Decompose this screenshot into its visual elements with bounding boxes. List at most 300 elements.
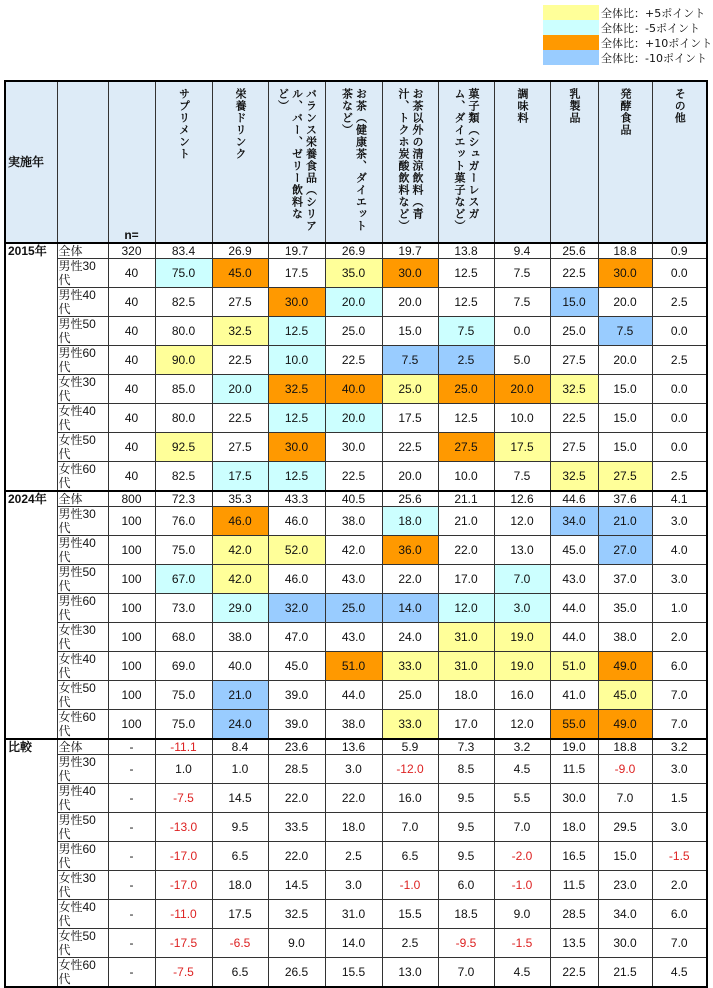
value-cell: 49.0 bbox=[598, 710, 652, 740]
segment-label: 女性60代 bbox=[57, 462, 108, 492]
value-cell: 24.0 bbox=[212, 710, 268, 740]
value-cell: 34.0 bbox=[550, 507, 598, 536]
value-cell: 6.0 bbox=[652, 900, 707, 929]
column-header bbox=[550, 81, 598, 243]
table-row bbox=[5, 404, 707, 433]
value-cell: 0.0 bbox=[652, 317, 707, 346]
value-cell: 8.4 bbox=[212, 739, 268, 755]
value-cell: 10.0 bbox=[268, 346, 325, 375]
segment-label: 男性60代 bbox=[57, 594, 108, 623]
value-cell: 34.0 bbox=[598, 900, 652, 929]
column-header-label: 菓子類（シュガーレスガム、ダイエット菓子など） bbox=[453, 88, 479, 232]
value-cell: 10.0 bbox=[494, 404, 550, 433]
value-cell: 22.5 bbox=[212, 404, 268, 433]
table-row bbox=[5, 346, 707, 375]
value-cell: 28.5 bbox=[550, 900, 598, 929]
value-cell: 44.0 bbox=[325, 681, 382, 710]
value-cell: 6.0 bbox=[438, 871, 494, 900]
segment-label: 女性30代 bbox=[57, 871, 108, 900]
value-cell: -17.0 bbox=[155, 871, 212, 900]
value-cell: 22.5 bbox=[382, 433, 438, 462]
value-cell: -11.0 bbox=[155, 900, 212, 929]
value-cell: 12.5 bbox=[268, 404, 325, 433]
value-cell: -17.0 bbox=[155, 842, 212, 871]
value-cell: 15.0 bbox=[382, 317, 438, 346]
value-cell: 0.0 bbox=[494, 317, 550, 346]
sample-size: 100 bbox=[108, 594, 155, 623]
value-cell: 20.0 bbox=[325, 288, 382, 317]
value-cell: 25.6 bbox=[382, 491, 438, 507]
legend-swatch bbox=[543, 50, 599, 65]
value-cell: 16.0 bbox=[494, 681, 550, 710]
value-cell: 82.5 bbox=[155, 462, 212, 492]
value-cell: 20.0 bbox=[598, 288, 652, 317]
value-cell: 75.0 bbox=[155, 710, 212, 740]
value-cell: 12.5 bbox=[438, 259, 494, 288]
value-cell: 11.5 bbox=[550, 755, 598, 784]
column-header-label: サプリメント bbox=[177, 88, 190, 160]
legend-label: 全体比：+10ポイント bbox=[601, 36, 713, 50]
value-cell: 73.0 bbox=[155, 594, 212, 623]
value-cell: 31.0 bbox=[325, 900, 382, 929]
segment-label: 男性60代 bbox=[57, 346, 108, 375]
value-cell: 22.5 bbox=[325, 462, 382, 492]
value-cell: 6.0 bbox=[652, 652, 707, 681]
segment-label: 女性50代 bbox=[57, 681, 108, 710]
legend-item bbox=[543, 50, 712, 65]
value-cell: 7.0 bbox=[652, 710, 707, 740]
value-cell: 40.0 bbox=[212, 652, 268, 681]
segment-label: 女性40代 bbox=[57, 900, 108, 929]
table-row bbox=[5, 813, 707, 842]
table-row bbox=[5, 929, 707, 958]
sample-size: 100 bbox=[108, 652, 155, 681]
value-cell: 45.0 bbox=[268, 652, 325, 681]
value-cell: 33.5 bbox=[268, 813, 325, 842]
value-cell: 26.9 bbox=[325, 243, 382, 259]
segment-label: 男性60代 bbox=[57, 842, 108, 871]
value-cell: 3.0 bbox=[494, 594, 550, 623]
value-cell: 75.0 bbox=[155, 681, 212, 710]
table-row bbox=[5, 958, 707, 988]
table-row bbox=[5, 375, 707, 404]
table-row bbox=[5, 259, 707, 288]
value-cell: 4.5 bbox=[494, 958, 550, 988]
value-cell: 21.5 bbox=[598, 958, 652, 988]
value-cell: 7.0 bbox=[652, 681, 707, 710]
table-row bbox=[5, 491, 707, 507]
table-row bbox=[5, 317, 707, 346]
value-cell: 22.5 bbox=[325, 346, 382, 375]
value-cell: 12.5 bbox=[268, 462, 325, 492]
sample-size: - bbox=[108, 958, 155, 988]
value-cell: 46.0 bbox=[268, 507, 325, 536]
value-cell: 43.3 bbox=[268, 491, 325, 507]
value-cell: 2.5 bbox=[382, 929, 438, 958]
value-cell: 3.2 bbox=[652, 739, 707, 755]
value-cell: 35.0 bbox=[598, 594, 652, 623]
sample-size: 320 bbox=[108, 243, 155, 259]
column-header bbox=[598, 81, 652, 243]
table-row bbox=[5, 243, 707, 259]
value-cell: 21.0 bbox=[438, 507, 494, 536]
value-cell: 22.0 bbox=[268, 784, 325, 813]
value-cell: 25.0 bbox=[382, 681, 438, 710]
value-cell: -1.0 bbox=[494, 871, 550, 900]
sample-size: 100 bbox=[108, 623, 155, 652]
value-cell: 22.0 bbox=[382, 565, 438, 594]
value-cell: 80.0 bbox=[155, 317, 212, 346]
value-cell: 47.0 bbox=[268, 623, 325, 652]
segment-label: 女性30代 bbox=[57, 375, 108, 404]
value-cell: 51.0 bbox=[550, 652, 598, 681]
value-cell: 22.5 bbox=[550, 958, 598, 988]
value-cell: 25.6 bbox=[550, 243, 598, 259]
sample-size: 40 bbox=[108, 433, 155, 462]
column-header bbox=[268, 81, 325, 243]
segment-label: 男性50代 bbox=[57, 565, 108, 594]
table-row bbox=[5, 871, 707, 900]
segment-label: 男性30代 bbox=[57, 755, 108, 784]
value-cell: 22.5 bbox=[550, 259, 598, 288]
value-cell: 2.5 bbox=[438, 346, 494, 375]
value-cell: 21.0 bbox=[212, 681, 268, 710]
value-cell: 72.3 bbox=[155, 491, 212, 507]
value-cell: 14.0 bbox=[382, 594, 438, 623]
value-cell: 20.0 bbox=[494, 375, 550, 404]
segment-label: 女性50代 bbox=[57, 433, 108, 462]
table-row bbox=[5, 594, 707, 623]
value-cell: -2.0 bbox=[494, 842, 550, 871]
value-cell: 42.0 bbox=[325, 536, 382, 565]
segment-label: 女性30代 bbox=[57, 623, 108, 652]
header-row bbox=[5, 81, 707, 243]
value-cell: 30.0 bbox=[598, 259, 652, 288]
value-cell: 5.9 bbox=[382, 739, 438, 755]
table-row bbox=[5, 565, 707, 594]
value-cell: 27.5 bbox=[598, 462, 652, 492]
value-cell: 3.0 bbox=[325, 755, 382, 784]
segment-label: 男性40代 bbox=[57, 288, 108, 317]
value-cell: 12.5 bbox=[438, 404, 494, 433]
table-row bbox=[5, 507, 707, 536]
value-cell: 7.0 bbox=[438, 958, 494, 988]
value-cell: 15.0 bbox=[598, 375, 652, 404]
value-cell: 18.8 bbox=[598, 243, 652, 259]
value-cell: 20.0 bbox=[325, 404, 382, 433]
column-header-label: お茶（健康茶、ダイエット茶など） bbox=[340, 88, 367, 232]
value-cell: 1.0 bbox=[212, 755, 268, 784]
column-header-label: 栄養ドリンク bbox=[234, 88, 246, 160]
value-cell: 33.0 bbox=[382, 652, 438, 681]
sample-size: 40 bbox=[108, 288, 155, 317]
value-cell: -1.5 bbox=[652, 842, 707, 871]
value-cell: -9.0 bbox=[598, 755, 652, 784]
value-cell: 42.0 bbox=[212, 536, 268, 565]
value-cell: 9.5 bbox=[438, 813, 494, 842]
table-row bbox=[5, 784, 707, 813]
value-cell: 7.5 bbox=[494, 462, 550, 492]
value-cell: -12.0 bbox=[382, 755, 438, 784]
value-cell: 82.5 bbox=[155, 288, 212, 317]
value-cell: 12.0 bbox=[438, 594, 494, 623]
value-cell: 18.0 bbox=[212, 871, 268, 900]
value-cell: 22.5 bbox=[550, 404, 598, 433]
value-cell: 36.0 bbox=[382, 536, 438, 565]
value-cell: 31.0 bbox=[438, 652, 494, 681]
column-header bbox=[325, 81, 382, 243]
value-cell: 44.6 bbox=[550, 491, 598, 507]
value-cell: 2.0 bbox=[652, 623, 707, 652]
value-cell: -7.5 bbox=[155, 958, 212, 988]
column-header bbox=[155, 81, 212, 243]
legend-label: 全体比：+5ポイント bbox=[601, 6, 706, 20]
value-cell: 75.0 bbox=[155, 259, 212, 288]
value-cell: 69.0 bbox=[155, 652, 212, 681]
value-cell: 22.0 bbox=[438, 536, 494, 565]
value-cell: 25.0 bbox=[325, 317, 382, 346]
value-cell: 1.5 bbox=[652, 784, 707, 813]
sample-size: - bbox=[108, 813, 155, 842]
value-cell: 13.0 bbox=[494, 536, 550, 565]
segment-label: 女性50代 bbox=[57, 929, 108, 958]
column-header bbox=[494, 81, 550, 243]
value-cell: 18.0 bbox=[550, 813, 598, 842]
value-cell: 1.0 bbox=[155, 755, 212, 784]
value-cell: -11.1 bbox=[155, 739, 212, 755]
value-cell: 1.0 bbox=[652, 594, 707, 623]
value-cell: 38.0 bbox=[212, 623, 268, 652]
value-cell: 46.0 bbox=[268, 565, 325, 594]
value-cell: 45.0 bbox=[550, 536, 598, 565]
value-cell: 4.5 bbox=[494, 755, 550, 784]
column-header bbox=[212, 81, 268, 243]
value-cell: 3.0 bbox=[325, 871, 382, 900]
sample-size: - bbox=[108, 871, 155, 900]
value-cell: 32.0 bbox=[268, 594, 325, 623]
value-cell: 19.7 bbox=[382, 243, 438, 259]
table-row bbox=[5, 536, 707, 565]
table-row bbox=[5, 462, 707, 492]
value-cell: 20.0 bbox=[382, 462, 438, 492]
segment-label: 全体 bbox=[57, 739, 108, 755]
column-header-label: 発酵食品 bbox=[619, 88, 631, 136]
value-cell: 7.0 bbox=[382, 813, 438, 842]
column-header bbox=[652, 81, 707, 243]
value-cell: 67.0 bbox=[155, 565, 212, 594]
value-cell: 40.0 bbox=[325, 375, 382, 404]
value-cell: 20.0 bbox=[382, 288, 438, 317]
value-cell: 19.0 bbox=[550, 739, 598, 755]
value-cell: 13.8 bbox=[438, 243, 494, 259]
value-cell: 7.0 bbox=[494, 813, 550, 842]
value-cell: 14.5 bbox=[212, 784, 268, 813]
value-cell: 35.3 bbox=[212, 491, 268, 507]
value-cell: 7.5 bbox=[598, 317, 652, 346]
value-cell: 20.0 bbox=[212, 375, 268, 404]
n-column-header: n= bbox=[108, 81, 155, 243]
column-header bbox=[382, 81, 438, 243]
value-cell: 7.0 bbox=[598, 784, 652, 813]
segment-label: 男性50代 bbox=[57, 317, 108, 346]
value-cell: 35.0 bbox=[325, 259, 382, 288]
value-cell: 16.5 bbox=[550, 842, 598, 871]
sample-size: 100 bbox=[108, 565, 155, 594]
value-cell: 12.6 bbox=[494, 491, 550, 507]
value-cell: 3.2 bbox=[494, 739, 550, 755]
value-cell: 44.0 bbox=[550, 623, 598, 652]
column-header-label: お茶以外の清涼飲料（青汁、トクホ炭酸飲料など） bbox=[397, 88, 423, 232]
value-cell: 7.5 bbox=[382, 346, 438, 375]
segment-label: 女性40代 bbox=[57, 404, 108, 433]
value-cell: 43.0 bbox=[325, 623, 382, 652]
value-cell: 42.0 bbox=[212, 565, 268, 594]
value-cell: 3.0 bbox=[652, 755, 707, 784]
legend-item bbox=[543, 5, 712, 20]
value-cell: -9.5 bbox=[438, 929, 494, 958]
legend-label: 全体比：-5ポイント bbox=[601, 21, 700, 35]
sample-size: 40 bbox=[108, 462, 155, 492]
value-cell: 3.0 bbox=[652, 507, 707, 536]
column-header-label: バランス栄養食品（シリアル、バー、ゼリー飲料など） bbox=[276, 88, 317, 232]
value-cell: 30.0 bbox=[268, 288, 325, 317]
value-cell: 3.0 bbox=[652, 813, 707, 842]
legend-swatch bbox=[543, 35, 599, 50]
value-cell: 75.0 bbox=[155, 536, 212, 565]
table-row bbox=[5, 900, 707, 929]
segment-label: 女性40代 bbox=[57, 652, 108, 681]
value-cell: 0.0 bbox=[652, 433, 707, 462]
segment-label: 男性40代 bbox=[57, 784, 108, 813]
value-cell: 27.5 bbox=[550, 433, 598, 462]
segment-label: 男性30代 bbox=[57, 259, 108, 288]
value-cell: 15.5 bbox=[382, 900, 438, 929]
value-cell: 18.5 bbox=[438, 900, 494, 929]
sample-size: - bbox=[108, 755, 155, 784]
table-row bbox=[5, 623, 707, 652]
value-cell: 33.0 bbox=[382, 710, 438, 740]
value-cell: 17.5 bbox=[382, 404, 438, 433]
value-cell: 4.0 bbox=[652, 536, 707, 565]
column-header-label: 調味料 bbox=[516, 88, 528, 124]
value-cell: 0.0 bbox=[652, 375, 707, 404]
value-cell: 18.0 bbox=[382, 507, 438, 536]
value-cell: 19.0 bbox=[494, 623, 550, 652]
sample-size: 100 bbox=[108, 681, 155, 710]
value-cell: 40.5 bbox=[325, 491, 382, 507]
legend-item bbox=[543, 20, 712, 35]
table-row bbox=[5, 681, 707, 710]
value-cell: 12.5 bbox=[268, 317, 325, 346]
value-cell: 22.0 bbox=[325, 784, 382, 813]
value-cell: 26.9 bbox=[212, 243, 268, 259]
segment-label: 男性30代 bbox=[57, 507, 108, 536]
value-cell: 46.0 bbox=[212, 507, 268, 536]
legend-swatch bbox=[543, 5, 599, 20]
segment-label: 全体 bbox=[57, 243, 108, 259]
value-cell: 37.6 bbox=[598, 491, 652, 507]
value-cell: 27.0 bbox=[598, 536, 652, 565]
value-cell: 52.0 bbox=[268, 536, 325, 565]
value-cell: 6.5 bbox=[212, 958, 268, 988]
sample-size: 40 bbox=[108, 404, 155, 433]
value-cell: 27.5 bbox=[550, 346, 598, 375]
value-cell: 13.0 bbox=[382, 958, 438, 988]
value-cell: 17.0 bbox=[438, 565, 494, 594]
value-cell: 25.0 bbox=[550, 317, 598, 346]
value-cell: 80.0 bbox=[155, 404, 212, 433]
value-cell: 2.5 bbox=[325, 842, 382, 871]
year-label: 比較 bbox=[5, 739, 57, 987]
value-cell: 27.5 bbox=[438, 433, 494, 462]
value-cell: 30.0 bbox=[598, 929, 652, 958]
value-cell: 18.0 bbox=[438, 681, 494, 710]
value-cell: 9.0 bbox=[268, 929, 325, 958]
value-cell: 39.0 bbox=[268, 710, 325, 740]
value-cell: 45.0 bbox=[212, 259, 268, 288]
value-cell: -7.5 bbox=[155, 784, 212, 813]
column-header-label: 乳製品 bbox=[568, 88, 580, 124]
value-cell: 30.0 bbox=[382, 259, 438, 288]
legend-swatch bbox=[543, 20, 599, 35]
value-cell: 15.0 bbox=[598, 842, 652, 871]
segment-label: 女性60代 bbox=[57, 710, 108, 740]
table-row bbox=[5, 433, 707, 462]
value-cell: 13.6 bbox=[325, 739, 382, 755]
segment-label: 女性60代 bbox=[57, 958, 108, 988]
value-cell: -1.5 bbox=[494, 929, 550, 958]
value-cell: 7.5 bbox=[494, 288, 550, 317]
table-row bbox=[5, 842, 707, 871]
value-cell: 28.5 bbox=[268, 755, 325, 784]
column-header-label: その他 bbox=[673, 88, 686, 124]
value-cell: 12.0 bbox=[494, 507, 550, 536]
value-cell: 25.0 bbox=[325, 594, 382, 623]
sample-size: 40 bbox=[108, 346, 155, 375]
value-cell: 38.0 bbox=[325, 507, 382, 536]
value-cell: 13.5 bbox=[550, 929, 598, 958]
value-cell: -17.5 bbox=[155, 929, 212, 958]
value-cell: 9.5 bbox=[212, 813, 268, 842]
value-cell: 6.5 bbox=[382, 842, 438, 871]
value-cell: 43.0 bbox=[325, 565, 382, 594]
value-cell: 17.5 bbox=[212, 462, 268, 492]
value-cell: 5.5 bbox=[494, 784, 550, 813]
value-cell: 23.6 bbox=[268, 739, 325, 755]
value-cell: 32.5 bbox=[550, 462, 598, 492]
value-cell: 17.5 bbox=[494, 433, 550, 462]
value-cell: 27.5 bbox=[212, 433, 268, 462]
sample-size: - bbox=[108, 739, 155, 755]
value-cell: 51.0 bbox=[325, 652, 382, 681]
value-cell: 2.5 bbox=[652, 462, 707, 492]
value-cell: 39.0 bbox=[268, 681, 325, 710]
segment-label: 男性40代 bbox=[57, 536, 108, 565]
value-cell: 0.0 bbox=[652, 404, 707, 433]
legend-label: 全体比：-10ポイント bbox=[601, 51, 707, 65]
table-row bbox=[5, 710, 707, 740]
value-cell: 85.0 bbox=[155, 375, 212, 404]
table-row bbox=[5, 739, 707, 755]
value-cell: 7.5 bbox=[494, 259, 550, 288]
value-cell: 29.0 bbox=[212, 594, 268, 623]
year-label: 2024年 bbox=[5, 491, 57, 739]
value-cell: 44.0 bbox=[550, 594, 598, 623]
sample-size: 40 bbox=[108, 375, 155, 404]
value-cell: 30.0 bbox=[550, 784, 598, 813]
value-cell: 9.0 bbox=[494, 900, 550, 929]
value-cell: 9.5 bbox=[438, 842, 494, 871]
